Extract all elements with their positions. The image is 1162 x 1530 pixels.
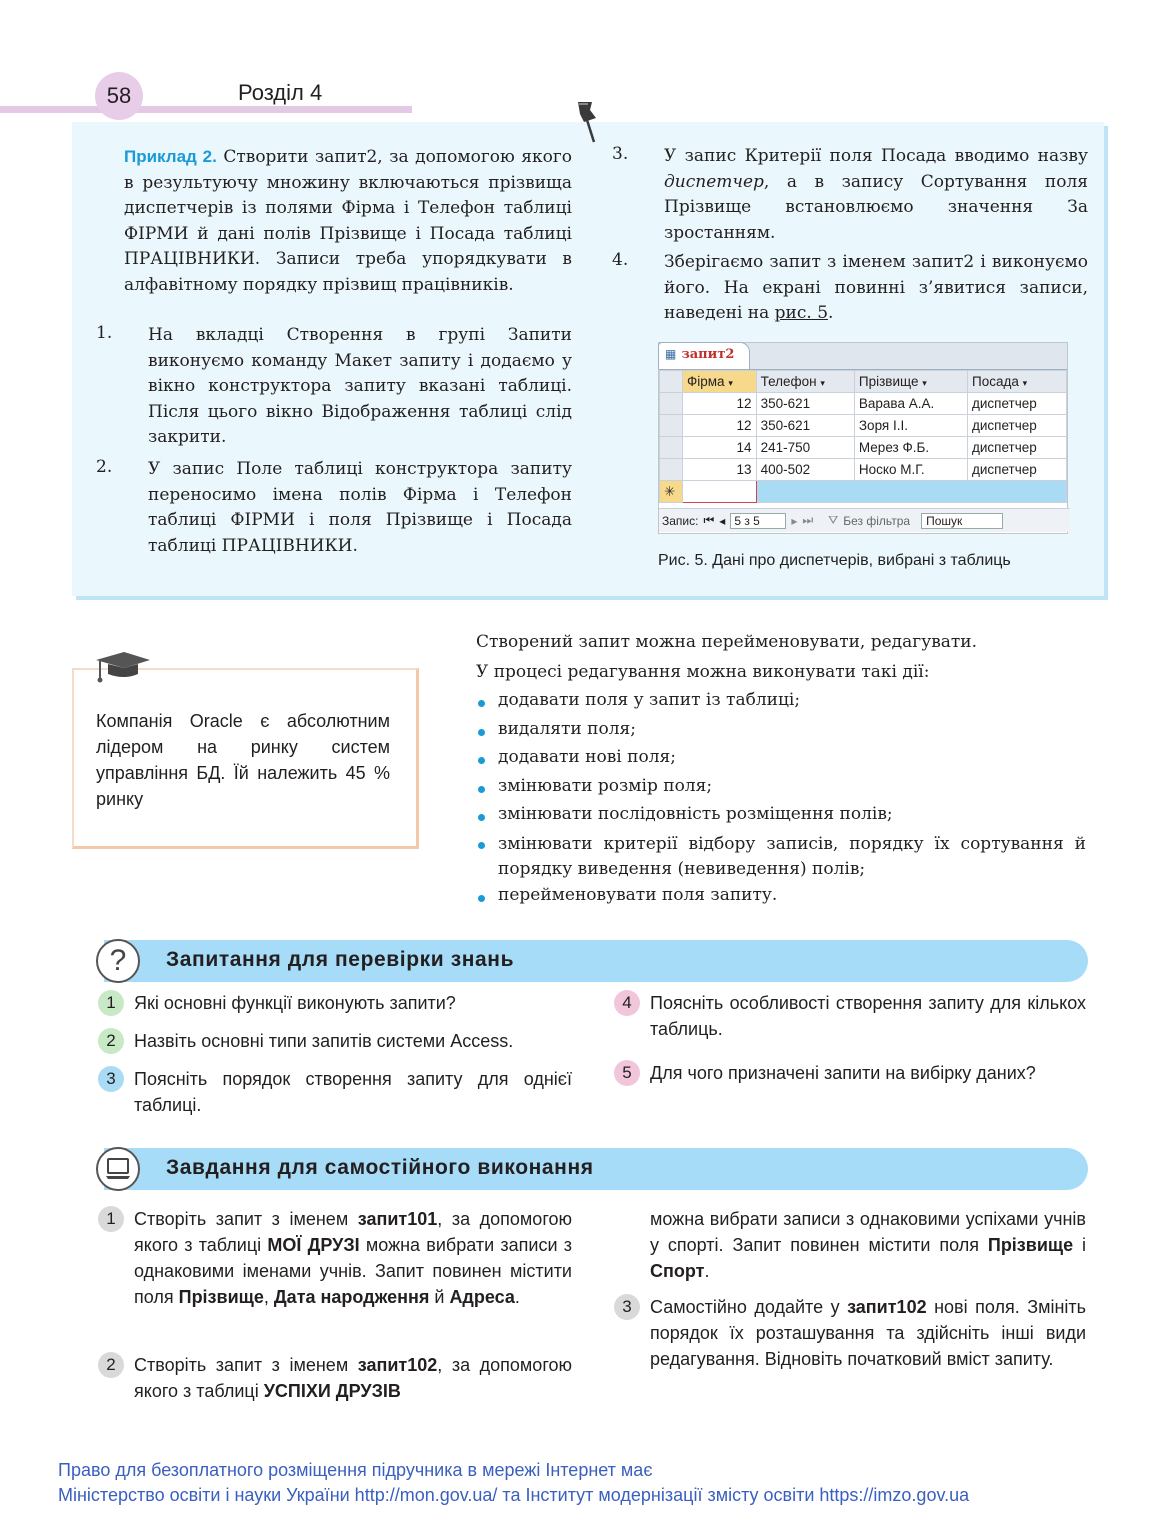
- question-number: 3: [98, 1066, 124, 1092]
- question-text: Для чого призначені запити на вибірку даних?: [650, 1063, 1036, 1083]
- query-result-table: [659, 370, 1067, 503]
- figure-reference-link[interactable]: рис. 5: [774, 303, 829, 323]
- dropdown-arrow-icon[interactable]: ▾: [728, 378, 733, 388]
- table-cell[interactable]: 12: [683, 415, 757, 437]
- list-item: перейменовувати поля запиту.: [498, 885, 778, 905]
- tab-label: запит2: [681, 347, 735, 362]
- bullet: [478, 729, 485, 736]
- list-item: змінювати розмір поля;: [498, 776, 713, 796]
- table-row[interactable]: [660, 437, 1067, 459]
- task-text-bold: запит101: [357, 1209, 438, 1229]
- task-text-bold: Спорт: [650, 1261, 705, 1281]
- task-text-bold: УСПІХИ ДРУЗІВ: [263, 1381, 401, 1401]
- table-cell[interactable]: 14: [683, 437, 757, 459]
- search-field[interactable]: Пошук: [921, 513, 1003, 529]
- question-text: Поясніть порядок створення запиту для однієї таблиці.: [134, 1069, 572, 1115]
- editing-intro: Створений запит можна перейменовувати, редагувати.: [476, 632, 978, 652]
- row-selector[interactable]: [660, 437, 683, 459]
- task-number: 1: [98, 1206, 124, 1232]
- step-text-part: Зберігаємо запит з іменем запит2 і виконуємо його. На екрані повинні з’явитися записи, наведені на: [664, 252, 1088, 323]
- table-cell[interactable]: 12: [683, 393, 757, 415]
- question-icon: ?: [96, 939, 140, 983]
- column-header-label: Телефон: [760, 374, 817, 389]
- column-header-label: Посада: [972, 374, 1019, 389]
- task-text-part: і: [1073, 1235, 1087, 1255]
- question-number: 2: [98, 1028, 124, 1054]
- table-row[interactable]: [660, 393, 1067, 415]
- task-text-column-1: [134, 1352, 572, 1404]
- step-text-part: У запис Критерії поля Посада вводимо назву: [664, 146, 1088, 166]
- dropdown-arrow-icon[interactable]: ▾: [820, 378, 825, 388]
- graduation-cap-icon: [92, 648, 154, 686]
- computer-icon: [96, 1147, 140, 1191]
- table-cell[interactable]: 350-621: [756, 415, 854, 437]
- table-row[interactable]: [660, 459, 1067, 481]
- task-text-bold: запит102: [847, 1297, 927, 1317]
- step-text: [664, 144, 1088, 246]
- new-record-icon: ✳: [660, 481, 683, 503]
- footer-line-1: Право для безоплатного розміщення підручника в мережі Інтернет має: [58, 1460, 653, 1480]
- column-header-label: Прізвище: [858, 374, 919, 389]
- task-text-continued: [650, 1206, 1086, 1284]
- list-item: додавати поля у запит із таблиці;: [498, 690, 801, 710]
- column-header[interactable]: [968, 371, 1067, 393]
- example-intro-text: Створити запит2, за допомогою якого в результуючу множину включаються прізвища диспетчерів із полями Фірма і Телефон таблиці ФІРМИ й дані полів Прізвище і Посада таблиці ПРАЦІВНИКИ. Записи треба упорядкувати в алфавітному порядку прізвищ працівників.: [124, 147, 573, 295]
- last-record-icon[interactable]: ⏭: [802, 513, 814, 527]
- task-text-part: ,: [263, 1287, 274, 1307]
- step-number: 3.: [612, 144, 629, 164]
- list-item: змінювати критерії відбору записів, порядку їх сортування й порядку виведення (невиведення) полів;: [498, 834, 1086, 879]
- bullet: [478, 757, 485, 764]
- table-cell[interactable]: 241-750: [756, 437, 854, 459]
- task-text-part: можна вибрати записи з однаковими іменами учнів. Запит повинен містити поля: [134, 1235, 572, 1307]
- example-label: Приклад 2.: [124, 147, 217, 166]
- dropdown-arrow-icon[interactable]: ▾: [1022, 378, 1028, 388]
- task-text-part: , за допомогою якого з таблиці: [134, 1355, 573, 1401]
- query-icon: ▦: [665, 347, 677, 361]
- bullet: [478, 895, 485, 902]
- task-text-bold: Прізвище: [178, 1287, 264, 1307]
- step-text: [664, 250, 1088, 327]
- task-text: [650, 1294, 1086, 1372]
- note-text: Компанія Oracle є абсолютним лідером на ринку систем управління БД. Їй належить 45 % ринку: [96, 711, 390, 809]
- task-text-part: й: [429, 1287, 450, 1307]
- column-header[interactable]: [854, 371, 967, 393]
- chapter-title: Розділ 4: [238, 80, 323, 105]
- question-number: 5: [614, 1060, 640, 1086]
- filter-status[interactable]: Без фільтра: [843, 513, 911, 528]
- table-cell[interactable]: Зоря І.І.: [854, 415, 967, 437]
- table-cell[interactable]: диспетчер: [968, 415, 1067, 437]
- step-text-emphasis: диспетчер: [664, 171, 764, 192]
- task-text-bold: Дата народження: [273, 1287, 430, 1307]
- list-item: видаляти поля;: [498, 719, 636, 739]
- task-text-bold: Прізвище: [987, 1235, 1074, 1255]
- task-text: [134, 1206, 572, 1310]
- table-cell[interactable]: 13: [683, 459, 757, 481]
- table-cell[interactable]: 400-502: [756, 459, 854, 481]
- record-position-field[interactable]: 5 з 5: [730, 513, 786, 529]
- column-header-label: Фірма: [687, 374, 725, 389]
- bullet: [478, 700, 485, 707]
- column-header[interactable]: [683, 371, 757, 393]
- step-text: У запис Поле таблиці конструктора запиту переносимо імена полів Фірма і Телефон таблиці ФІРМИ і поля Прізвище і Посада таблиці ПРАЦІВНИКИ.: [148, 459, 572, 556]
- question-text: Які основні функції виконують запити?: [134, 993, 456, 1013]
- task-text-part: Створіть запит з іменем: [134, 1355, 358, 1375]
- row-selector[interactable]: [660, 459, 683, 481]
- table-cell[interactable]: Мерез Ф.Б.: [854, 437, 967, 459]
- step-number: 1.: [96, 323, 113, 343]
- task-text-part: , за допомогою якого з таблиці: [134, 1209, 573, 1255]
- question-number: 4: [614, 990, 640, 1016]
- first-record-icon[interactable]: ⏮: [703, 513, 715, 527]
- bullet: [478, 814, 485, 821]
- table-cell[interactable]: диспетчер: [968, 437, 1067, 459]
- step-text-part: , а в запису Сортування поля Прізвище встановлюємо значення За зростанням.: [664, 171, 1088, 243]
- record-label: Запис:: [662, 513, 699, 528]
- task-text-part: нові поля. Змініть порядок їх розташування та здійсніть інші види редагування. Відновіть початковий вміст запиту.: [650, 1297, 1087, 1369]
- table-header-row: [660, 371, 1067, 393]
- table-cell[interactable]: Носко М.Г.: [854, 459, 967, 481]
- example-intro: [124, 144, 572, 298]
- task-number: 3: [614, 1294, 640, 1320]
- tasks-title: Завдання для самостійного виконання: [166, 1156, 594, 1179]
- row-selector-header[interactable]: [660, 371, 683, 393]
- tab-query[interactable]: [658, 342, 750, 369]
- query-result-window: [658, 342, 1068, 534]
- computer-glyph: [104, 1156, 132, 1182]
- next-record-icon[interactable]: ▸: [791, 513, 798, 528]
- step-number: 2.: [96, 457, 113, 477]
- task-text-part: можна вибрати записи з однаковими успіхами учнів у спорті. Запит повинен містити поля: [650, 1209, 1086, 1255]
- row-selector[interactable]: [660, 393, 683, 415]
- question-text: Назвіть основні типи запитів системи Access.: [134, 1031, 514, 1051]
- table-cell[interactable]: 350-621: [756, 393, 854, 415]
- task-number: 2: [98, 1352, 124, 1378]
- step-number: 4.: [612, 250, 629, 270]
- questions-title: Запитання для перевірки знань: [166, 948, 515, 971]
- new-record-cell[interactable]: [683, 481, 757, 503]
- task-text-bold: МОЇ ДРУЗІ: [267, 1235, 360, 1255]
- list-item: змінювати послідовність розміщення полів;: [498, 804, 893, 824]
- bullet: [478, 786, 485, 793]
- table-cell[interactable]: диспетчер: [968, 393, 1067, 415]
- previous-record-icon[interactable]: ◂: [719, 513, 726, 528]
- task-text-part: .: [514, 1287, 520, 1307]
- new-record-row[interactable]: [660, 481, 1067, 503]
- step-text: На вкладці Створення в групі Запити виконуємо команду Макет запиту і додаємо у вікно конструктора запиту вказані таблиці. Після цього вікно Відображення таблиці слід закрити.: [148, 325, 572, 447]
- header-bar: [0, 106, 412, 113]
- pushpin-icon: [570, 98, 610, 144]
- step-text-part: .: [828, 303, 834, 323]
- filter-icon[interactable]: ⛛: [828, 513, 839, 527]
- task-text-part: .: [704, 1261, 710, 1281]
- list-item: додавати нові поля;: [498, 747, 676, 767]
- task-text-bold: запит102: [357, 1355, 438, 1375]
- record-navigation-bar: [659, 508, 1070, 532]
- page-number: 58: [95, 72, 143, 120]
- dropdown-arrow-icon[interactable]: ▾: [922, 378, 927, 388]
- question-text: Поясніть особливості створення запиту для кількох таблиць.: [650, 993, 1086, 1039]
- row-selector[interactable]: [660, 415, 683, 437]
- table-row[interactable]: [660, 415, 1067, 437]
- footer-line-2[interactable]: Міністерство освіти і науки України http://mon.gov.ua/ та Інститут модернізації змісту освіти https://imzo.gov.ua: [58, 1485, 970, 1505]
- editing-intro-2: У процесі редагування можна виконувати такі дії:: [476, 662, 930, 682]
- bullet: [478, 842, 485, 849]
- table-cell[interactable]: диспетчер: [968, 459, 1067, 481]
- task-text: [134, 1352, 572, 1404]
- figure-caption: Рис. 5. Дані про диспетчерів, вибрані з таблиць: [658, 552, 1011, 569]
- task-text-bold: Адреса: [449, 1287, 515, 1307]
- question-number: 1: [98, 990, 124, 1016]
- table-cell[interactable]: Варава А.А.: [854, 393, 967, 415]
- new-record-fill[interactable]: [756, 481, 1066, 503]
- task-text-part: Створіть запит з іменем: [134, 1209, 358, 1229]
- task-text-part: Самостійно додайте у: [650, 1297, 848, 1317]
- column-header[interactable]: [756, 371, 854, 393]
